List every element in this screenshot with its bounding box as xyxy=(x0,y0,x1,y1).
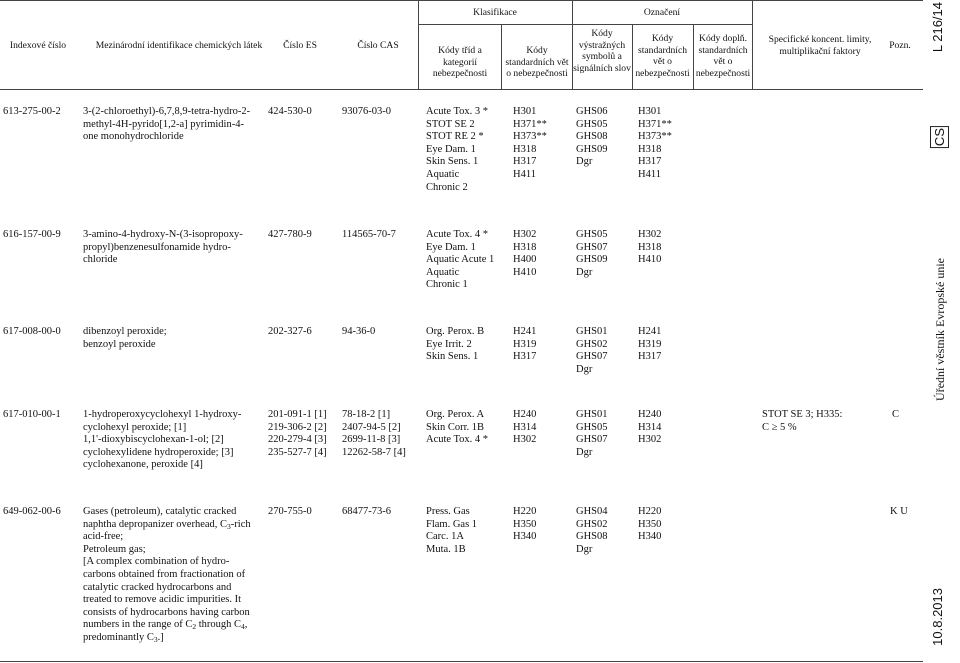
cell-hazard-class: Muta. 1B xyxy=(426,543,466,555)
cell-hazard-statement: H302 xyxy=(513,434,537,446)
cell-concentration-limits: STOT SE 3; H335: xyxy=(762,409,843,420)
cell-pictogram: GHS06 xyxy=(576,106,608,117)
cell-cas-number: 2407-94-5 [2] xyxy=(342,421,401,433)
cell-hazard-class: Aquatic Acute 1 xyxy=(426,254,495,266)
cell-label-hazard-statement: H410 xyxy=(638,254,662,266)
cell-label-hazard-statement: H319 xyxy=(638,338,662,350)
cell-pictogram: Dgr xyxy=(576,446,593,458)
cell-pictogram: GHS02 xyxy=(576,518,608,530)
cell-hazard-statement: H411 xyxy=(513,169,536,180)
cell-hazard-class: STOT RE 2 * xyxy=(426,131,484,143)
cell-label-hazard-statement: H302 xyxy=(638,229,662,240)
cell-hazard-statement: H241 xyxy=(513,326,537,337)
cell-pictogram: GHS09 xyxy=(576,254,608,266)
cell-index: 617-010-00-1 xyxy=(3,409,61,420)
cell-pictogram: GHS07 xyxy=(576,241,608,253)
cell-chemical-name: one monohydrochloride xyxy=(83,131,184,143)
cell-chemical-name: chloride xyxy=(83,254,118,266)
header-hazard-stmt: Kódy standardních vět o nebezpečnosti xyxy=(505,45,569,79)
cell-hazard-class: Skin Sens. 1 xyxy=(426,156,479,168)
cell-index: 616-157-00-9 xyxy=(3,229,61,240)
cell-hazard-statement: H220 xyxy=(513,506,537,517)
cell-hazard-class: Skin Sens. 1 xyxy=(426,351,479,363)
cell-label-hazard-statement: H411 xyxy=(638,169,661,180)
cell-pictogram: GHS09 xyxy=(576,143,608,155)
rule-col-1 xyxy=(418,0,419,89)
cell-pictogram: GHS07 xyxy=(576,434,608,446)
rule-header-bottom xyxy=(0,89,923,90)
cell-chemical-name: predominantly $C_3$.] xyxy=(83,632,164,644)
cell-hazard-class: STOT SE 2 xyxy=(426,118,475,130)
cell-chemical-name: dibenzoyl peroxide; xyxy=(83,326,167,337)
header-labelling: Označení xyxy=(643,7,681,18)
rule-bottom xyxy=(0,661,923,662)
cell-hazard-statement: H371** xyxy=(513,118,547,130)
cell-hazard-statement: H314 xyxy=(513,421,537,433)
cell-chemical-name: propyl)benzenesulfonamide hydro- xyxy=(83,241,231,253)
header-cas-no: Číslo CAS xyxy=(357,40,399,51)
header-hazard-class: Kódy tříd a kategorií nebezpečnosti xyxy=(432,45,488,79)
cell-hazard-class: Acute Tox. 3 * xyxy=(426,106,489,117)
cell-chemical-name: methyl-4H-pyrido[1,2-a] pyrimidin-4- xyxy=(83,118,244,130)
cell-chemical-name: 3-amino-4-hydroxy-N-(3-isopropoxy- xyxy=(83,229,243,240)
cell-concentration-limits: C ≥ 5 % xyxy=(762,421,797,433)
cell-hazard-statement: H302 xyxy=(513,229,537,240)
header-chem-id: Mezinárodní identifikace chemických látek xyxy=(95,40,263,51)
cell-ec-number: 427-780-9 xyxy=(268,229,312,240)
rule-col-2 xyxy=(501,24,502,89)
cell-hazard-statement: H319 xyxy=(513,338,537,350)
cell-hazard-statement: H301 xyxy=(513,106,537,117)
cell-hazard-class: Press. Gas xyxy=(426,506,470,517)
cell-hazard-class: Flam. Gas 1 xyxy=(426,518,478,530)
header-pictogram: Kódy výstražných symbolů a signálních slov xyxy=(573,28,631,74)
rule-label-group xyxy=(572,24,752,25)
cell-pictogram: GHS08 xyxy=(576,531,608,543)
cell-chemical-name: Gases (petroleum), catalytic cracked xyxy=(83,506,237,517)
cell-hazard-class: Chronic 1 xyxy=(426,279,468,291)
cell-ec-number: 235-527-7 [4] xyxy=(268,446,327,458)
page-ref: L 216/14 xyxy=(930,2,945,53)
cell-hazard-class: Org. Perox. A xyxy=(426,409,485,420)
lang-code: CS xyxy=(932,128,947,147)
cell-hazard-statement: H318 xyxy=(513,241,537,253)
cell-chemical-name: numbers in the range of $C_2$ through $C_4$, xyxy=(83,619,248,632)
cell-ec-number: 220-279-4 [3] xyxy=(268,434,327,446)
cell-hazard-statement: H350 xyxy=(513,518,537,530)
cell-hazard-class: Acute Tox. 4 * xyxy=(426,229,489,240)
cell-chemical-name: 1-hydroperoxycyclohexyl 1-hydroxy- xyxy=(83,409,242,420)
cell-hazard-statement: H240 xyxy=(513,409,537,420)
header-conc-limits: Specifické koncent. limity, multiplikační faktory xyxy=(768,34,872,57)
cell-hazard-class: Skin Corr. 1B xyxy=(426,421,485,433)
cell-hazard-class: Aquatic xyxy=(426,169,460,180)
cell-label-hazard-statement: H241 xyxy=(638,326,662,337)
cell-hazard-statement: H373** xyxy=(513,131,547,143)
cell-label-hazard-statement: H301 xyxy=(638,106,662,117)
cell-ec-number: 202-327-6 xyxy=(268,326,312,337)
cell-label-hazard-statement: H220 xyxy=(638,506,662,517)
cell-hazard-statement: H318 xyxy=(513,143,537,155)
cell-chemical-name: Petroleum gas; xyxy=(83,543,146,555)
cell-chemical-name: consists of hydrocarbons having carbon xyxy=(83,606,250,618)
cell-notes: C xyxy=(892,409,900,420)
cell-chemical-name: carbons obtained from fractionation of xyxy=(83,569,246,580)
cell-label-hazard-statement: H373** xyxy=(638,131,672,143)
header-classification: Klasifikace xyxy=(473,7,517,18)
cell-pictogram: GHS04 xyxy=(576,506,608,517)
cell-chemical-name: naphtha depropanizer overhead, $C_3$-rich xyxy=(83,518,251,531)
cell-label-hazard-statement: H371** xyxy=(638,118,672,130)
cell-pictogram: Dgr xyxy=(576,266,593,278)
cell-chemical-name: cyclohexyl peroxide; [1] xyxy=(83,421,187,433)
cell-hazard-statement: H410 xyxy=(513,266,537,278)
cell-label-hazard-statement: H302 xyxy=(638,434,662,446)
cell-cas-number: 68477-73-6 xyxy=(342,506,391,517)
cell-cas-number: 93076-03-0 xyxy=(342,106,391,117)
cell-label-hazard-statement: H314 xyxy=(638,421,662,433)
cell-hazard-class: Aquatic xyxy=(426,266,460,278)
cell-cas-number: 94-36-0 xyxy=(342,326,376,337)
cell-hazard-class: Eye Dam. 1 xyxy=(426,143,476,155)
cell-cas-number: 2699-11-8 [3] xyxy=(342,434,401,446)
cell-notes: K U xyxy=(890,506,908,517)
rule-col-6 xyxy=(752,0,753,89)
cell-pictogram: Dgr xyxy=(576,363,593,375)
cell-chemical-name: 3-(2-chloroethyl)-6,7,8,9-tetra-hydro-2- xyxy=(83,106,251,117)
cell-ec-number: 424-530-0 xyxy=(268,106,312,117)
cell-hazard-statement: H400 xyxy=(513,254,537,266)
cell-pictogram: GHS05 xyxy=(576,229,608,240)
header-label-hazard-stmt: Kódy standardních vět o nebezpečnosti xyxy=(635,33,690,79)
cell-chemical-name: cyclohexylidene hydroperoxide; [3] xyxy=(83,446,234,458)
cell-index: 613-275-00-2 xyxy=(3,106,61,117)
header-notes: Pozn. xyxy=(889,40,911,51)
cell-pictogram: GHS07 xyxy=(576,351,608,363)
rule-top xyxy=(0,0,923,1)
cell-hazard-statement: H317 xyxy=(513,351,537,363)
cell-label-hazard-statement: H318 xyxy=(638,143,662,155)
header-ec-no: Číslo ES xyxy=(283,40,317,51)
cell-chemical-name: acid-free; xyxy=(83,531,124,543)
cell-hazard-class: Eye Irrit. 2 xyxy=(426,338,472,350)
cell-pictogram: GHS08 xyxy=(576,131,608,143)
cell-hazard-class: Carc. 1A xyxy=(426,531,464,543)
cell-label-hazard-statement: H317 xyxy=(638,351,662,363)
cell-pictogram: GHS05 xyxy=(576,118,608,130)
cell-label-hazard-statement: H350 xyxy=(638,518,662,530)
cell-chemical-name: cyclohexanone, peroxide [4] xyxy=(83,459,203,471)
journal-name: Úřední věstník Evropské unie xyxy=(933,258,947,401)
cell-pictogram: Dgr xyxy=(576,543,593,555)
cell-pictogram: GHS02 xyxy=(576,338,608,350)
cell-hazard-class: Chronic 2 xyxy=(426,181,468,193)
cell-ec-number: 270-755-0 xyxy=(268,506,312,517)
cell-chemical-name: [A complex combination of hydro- xyxy=(83,556,230,568)
cell-hazard-statement: H340 xyxy=(513,531,537,543)
cell-cas-number: 12262-58-7 [4] xyxy=(342,446,406,458)
cell-label-hazard-statement: H240 xyxy=(638,409,662,420)
cell-hazard-class: Eye Dam. 1 xyxy=(426,241,476,253)
cell-pictogram: GHS01 xyxy=(576,409,608,420)
cell-index: 649-062-00-6 xyxy=(3,506,61,517)
cell-label-hazard-statement: H340 xyxy=(638,531,662,543)
cell-cas-number: 78-18-2 [1] xyxy=(342,409,391,420)
cell-chemical-name: 1,1'-dioxybiscyclohexan-1-ol; [2] xyxy=(83,434,224,446)
cell-chemical-name: catalytic cracked hydrocarbons and xyxy=(83,581,232,593)
cell-pictogram: GHS01 xyxy=(576,326,608,337)
header-suppl-hazard: Kódy doplň. standardních vět o nebezpečnosti xyxy=(695,33,751,79)
header-index-no: Indexové číslo xyxy=(9,40,67,51)
cell-hazard-class: Acute Tox. 4 * xyxy=(426,434,489,446)
cell-chemical-name: benzoyl peroxide xyxy=(83,338,156,350)
cell-ec-number: 219-306-2 [2] xyxy=(268,421,327,433)
page-date: 10.8.2013 xyxy=(930,588,945,646)
cell-ec-number: 201-091-1 [1] xyxy=(268,409,327,420)
cell-cas-number: 114565-70-7 xyxy=(342,229,396,240)
cell-pictogram: GHS05 xyxy=(576,421,608,433)
cell-index: 617-008-00-0 xyxy=(3,326,61,337)
cell-label-hazard-statement: H317 xyxy=(638,156,662,168)
cell-hazard-class: Org. Perox. B xyxy=(426,326,485,337)
cell-chemical-name: treated to remove acidic impurities. It xyxy=(83,594,242,606)
cell-hazard-statement: H317 xyxy=(513,156,537,168)
cell-pictogram: Dgr xyxy=(576,156,593,168)
cell-label-hazard-statement: H318 xyxy=(638,241,662,253)
